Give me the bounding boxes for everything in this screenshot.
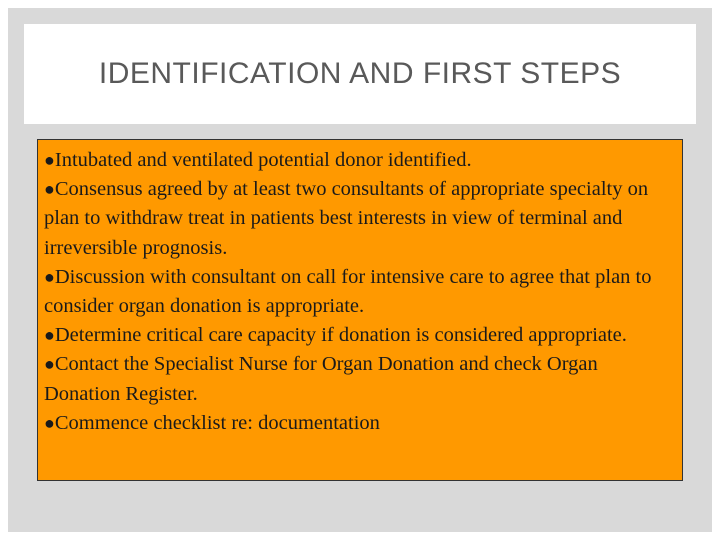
bullet-icon: ● [44, 412, 55, 433]
slide-title: IDENTIFICATION AND FIRST STEPS [98, 57, 622, 90]
bullet-item [44, 350, 676, 408]
bullet-icon: ● [44, 354, 55, 375]
bullet-item [44, 409, 676, 438]
bullet-text: Discussion with consultant on call for intensive care to agree that plan to consider organ donation is appropriate. [44, 265, 652, 318]
title-box [24, 24, 696, 124]
bullet-icon: ● [44, 179, 55, 200]
bullet-text: Determine critical care capacity if donation is considered appropriate. [54, 324, 627, 347]
bullet-item [44, 175, 676, 263]
bullet-text: Intubated and ventilated potential donor identified. [54, 149, 472, 171]
bullet-icon: ● [44, 150, 55, 170]
bullet-item [44, 321, 676, 350]
bullet-text: Consensus agreed by at least two consultants of appropriate specialty on plan to withdraw treat in patients best interests in view of terminal and irreversible prognosis. [44, 178, 649, 259]
content-box [37, 139, 683, 481]
bullet-item [44, 263, 676, 321]
bullet-icon: ● [44, 325, 55, 346]
bullet-item [44, 146, 676, 175]
bullet-text: Contact the Specialist Nurse for Organ Donation and check Organ Donation Register. [44, 353, 598, 405]
bullet-text: Commence checklist re: documentation [54, 411, 380, 434]
bullet-icon: ● [44, 266, 55, 287]
bullet-list [44, 146, 676, 438]
